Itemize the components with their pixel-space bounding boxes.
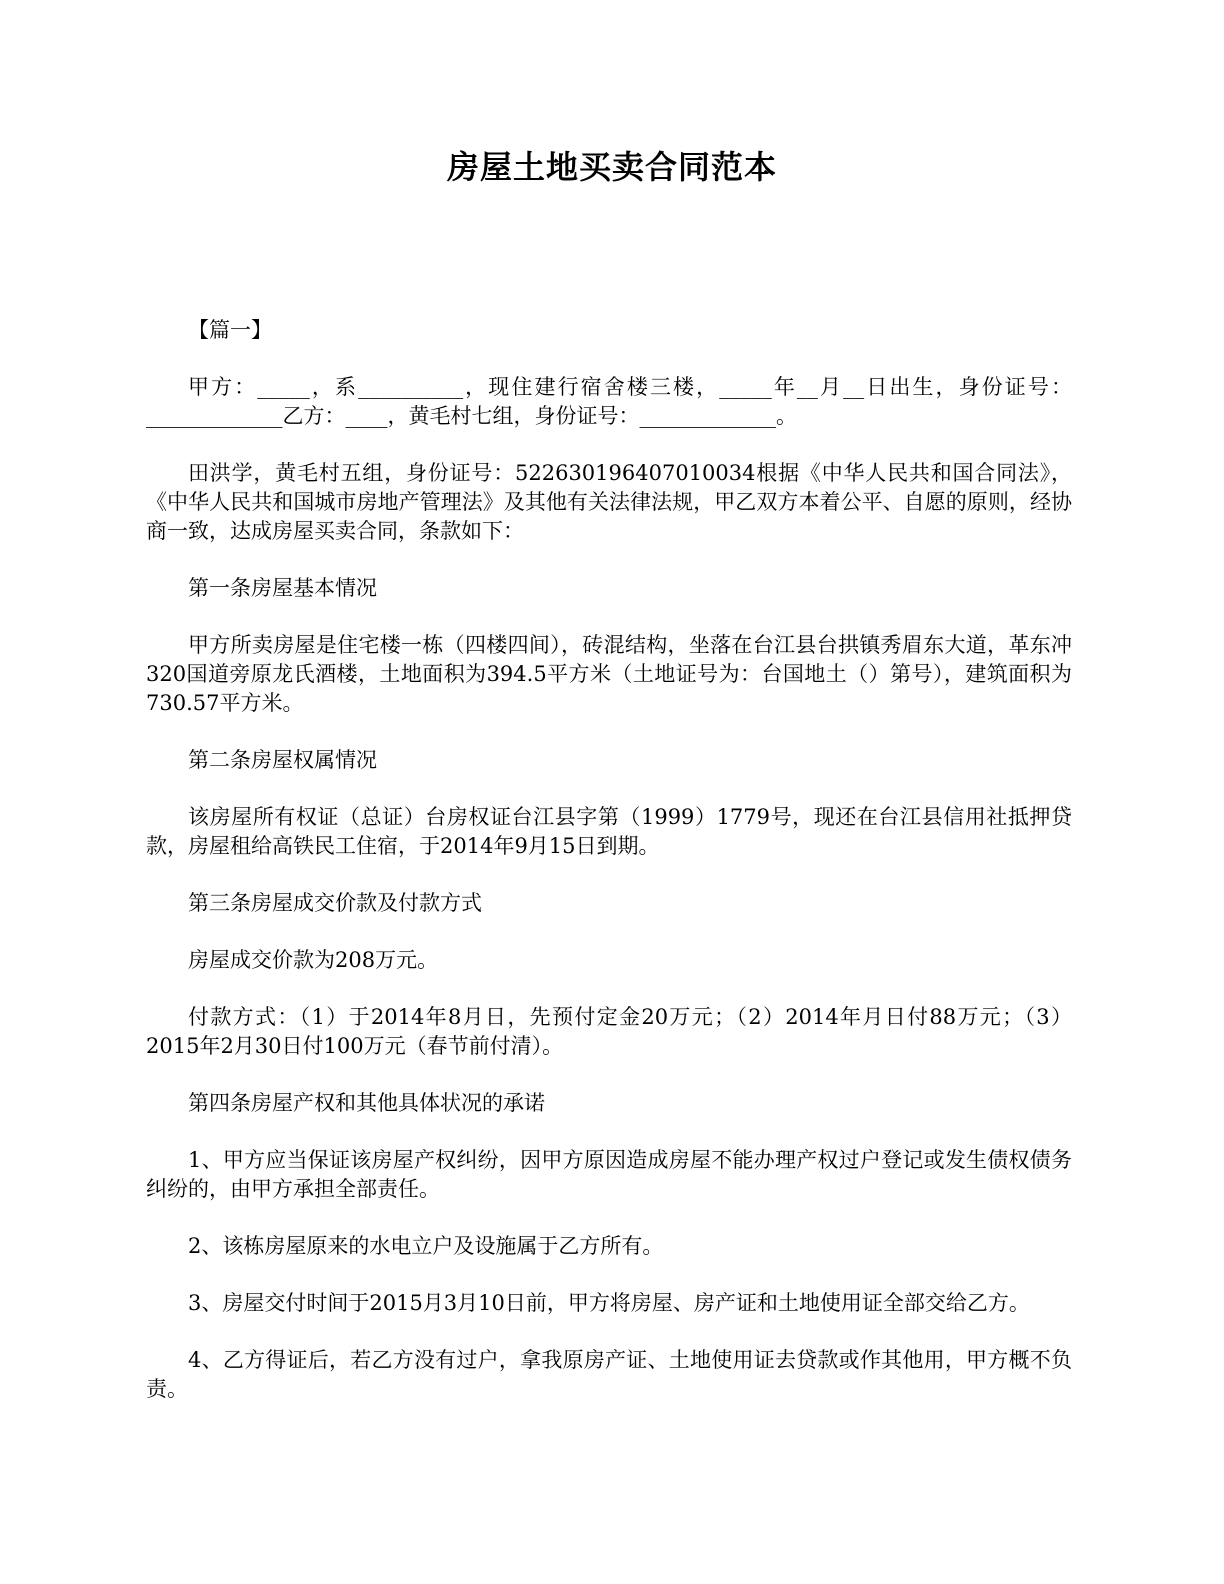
article-3-payment: 付款方式：（1）于2014年8月日，先预付定金20万元；（2）2014年月日付88万元；（3）2015年2月30日付100万元（春节前付清）。	[146, 1005, 1072, 1058]
article-2-heading: 第二条房屋权属情况	[188, 748, 377, 772]
article-4-clause-3: 3、房屋交付时间于2015月3月10日前，甲方将房屋、房产证和土地使用证全部交给乙方。	[188, 1291, 1030, 1315]
article-4-clause-1: 1、甲方应当保证该房屋产权纠纷，因甲方原因造成房屋不能办理产权过户登记或发生债权债务纠纷的，由甲方承担全部责任。	[146, 1148, 1072, 1201]
article-4-clause-4: 4、乙方得证后，若乙方没有过户，拿我原房产证、土地使用证去贷款或作其他用，甲方概不负责。	[146, 1348, 1072, 1401]
article-1-content: 甲方所卖房屋是住宅楼一栋（四楼四间），砖混结构，坐落在台江县台拱镇秀眉东大道，革东冲320国道旁原龙氏酒楼，土地面积为394.5平方米（土地证号为：台国地土（）第号），建筑面积为730.57平方米。	[146, 633, 1072, 715]
section-heading-part-one: 【篇一】	[188, 318, 272, 342]
paragraph-parties: 甲方：_____，系__________，现住建行宿舍楼三楼，_____年__月__日出生，身份证号：_____________乙方：____，黄毛村七组，身份证号：_____________。	[146, 375, 1072, 428]
document-body	[146, 316, 1072, 1432]
article-3-price: 房屋成交价款为208万元。	[188, 948, 439, 972]
article-2-content: 该房屋所有权证（总证）台房权证台江县字第（1999）1779号，现还在台江县信用社抵押贷款，房屋租给高铁民工住宿，于2014年9月15日到期。	[146, 805, 1072, 858]
article-3-heading: 第三条房屋成交价款及付款方式	[188, 891, 482, 915]
article-1-heading: 第一条房屋基本情况	[188, 576, 377, 600]
article-4-clause-2: 2、该栋房屋原来的水电立户及设施属于乙方所有。	[188, 1234, 664, 1258]
article-4-heading: 第四条房屋产权和其他具体状况的承诺	[188, 1091, 545, 1115]
paragraph-legal-basis: 田洪学，黄毛村五组，身份证号：522630196407010034根据《中华人民共和国合同法》，《中华人民共和国城市房地产管理法》及其他有关法律法规，甲乙双方本着公平、自愿的原则，经协商一致，达成房屋买卖合同，条款如下：	[146, 461, 1072, 543]
document-title: 房屋土地买卖合同范本	[446, 148, 777, 186]
